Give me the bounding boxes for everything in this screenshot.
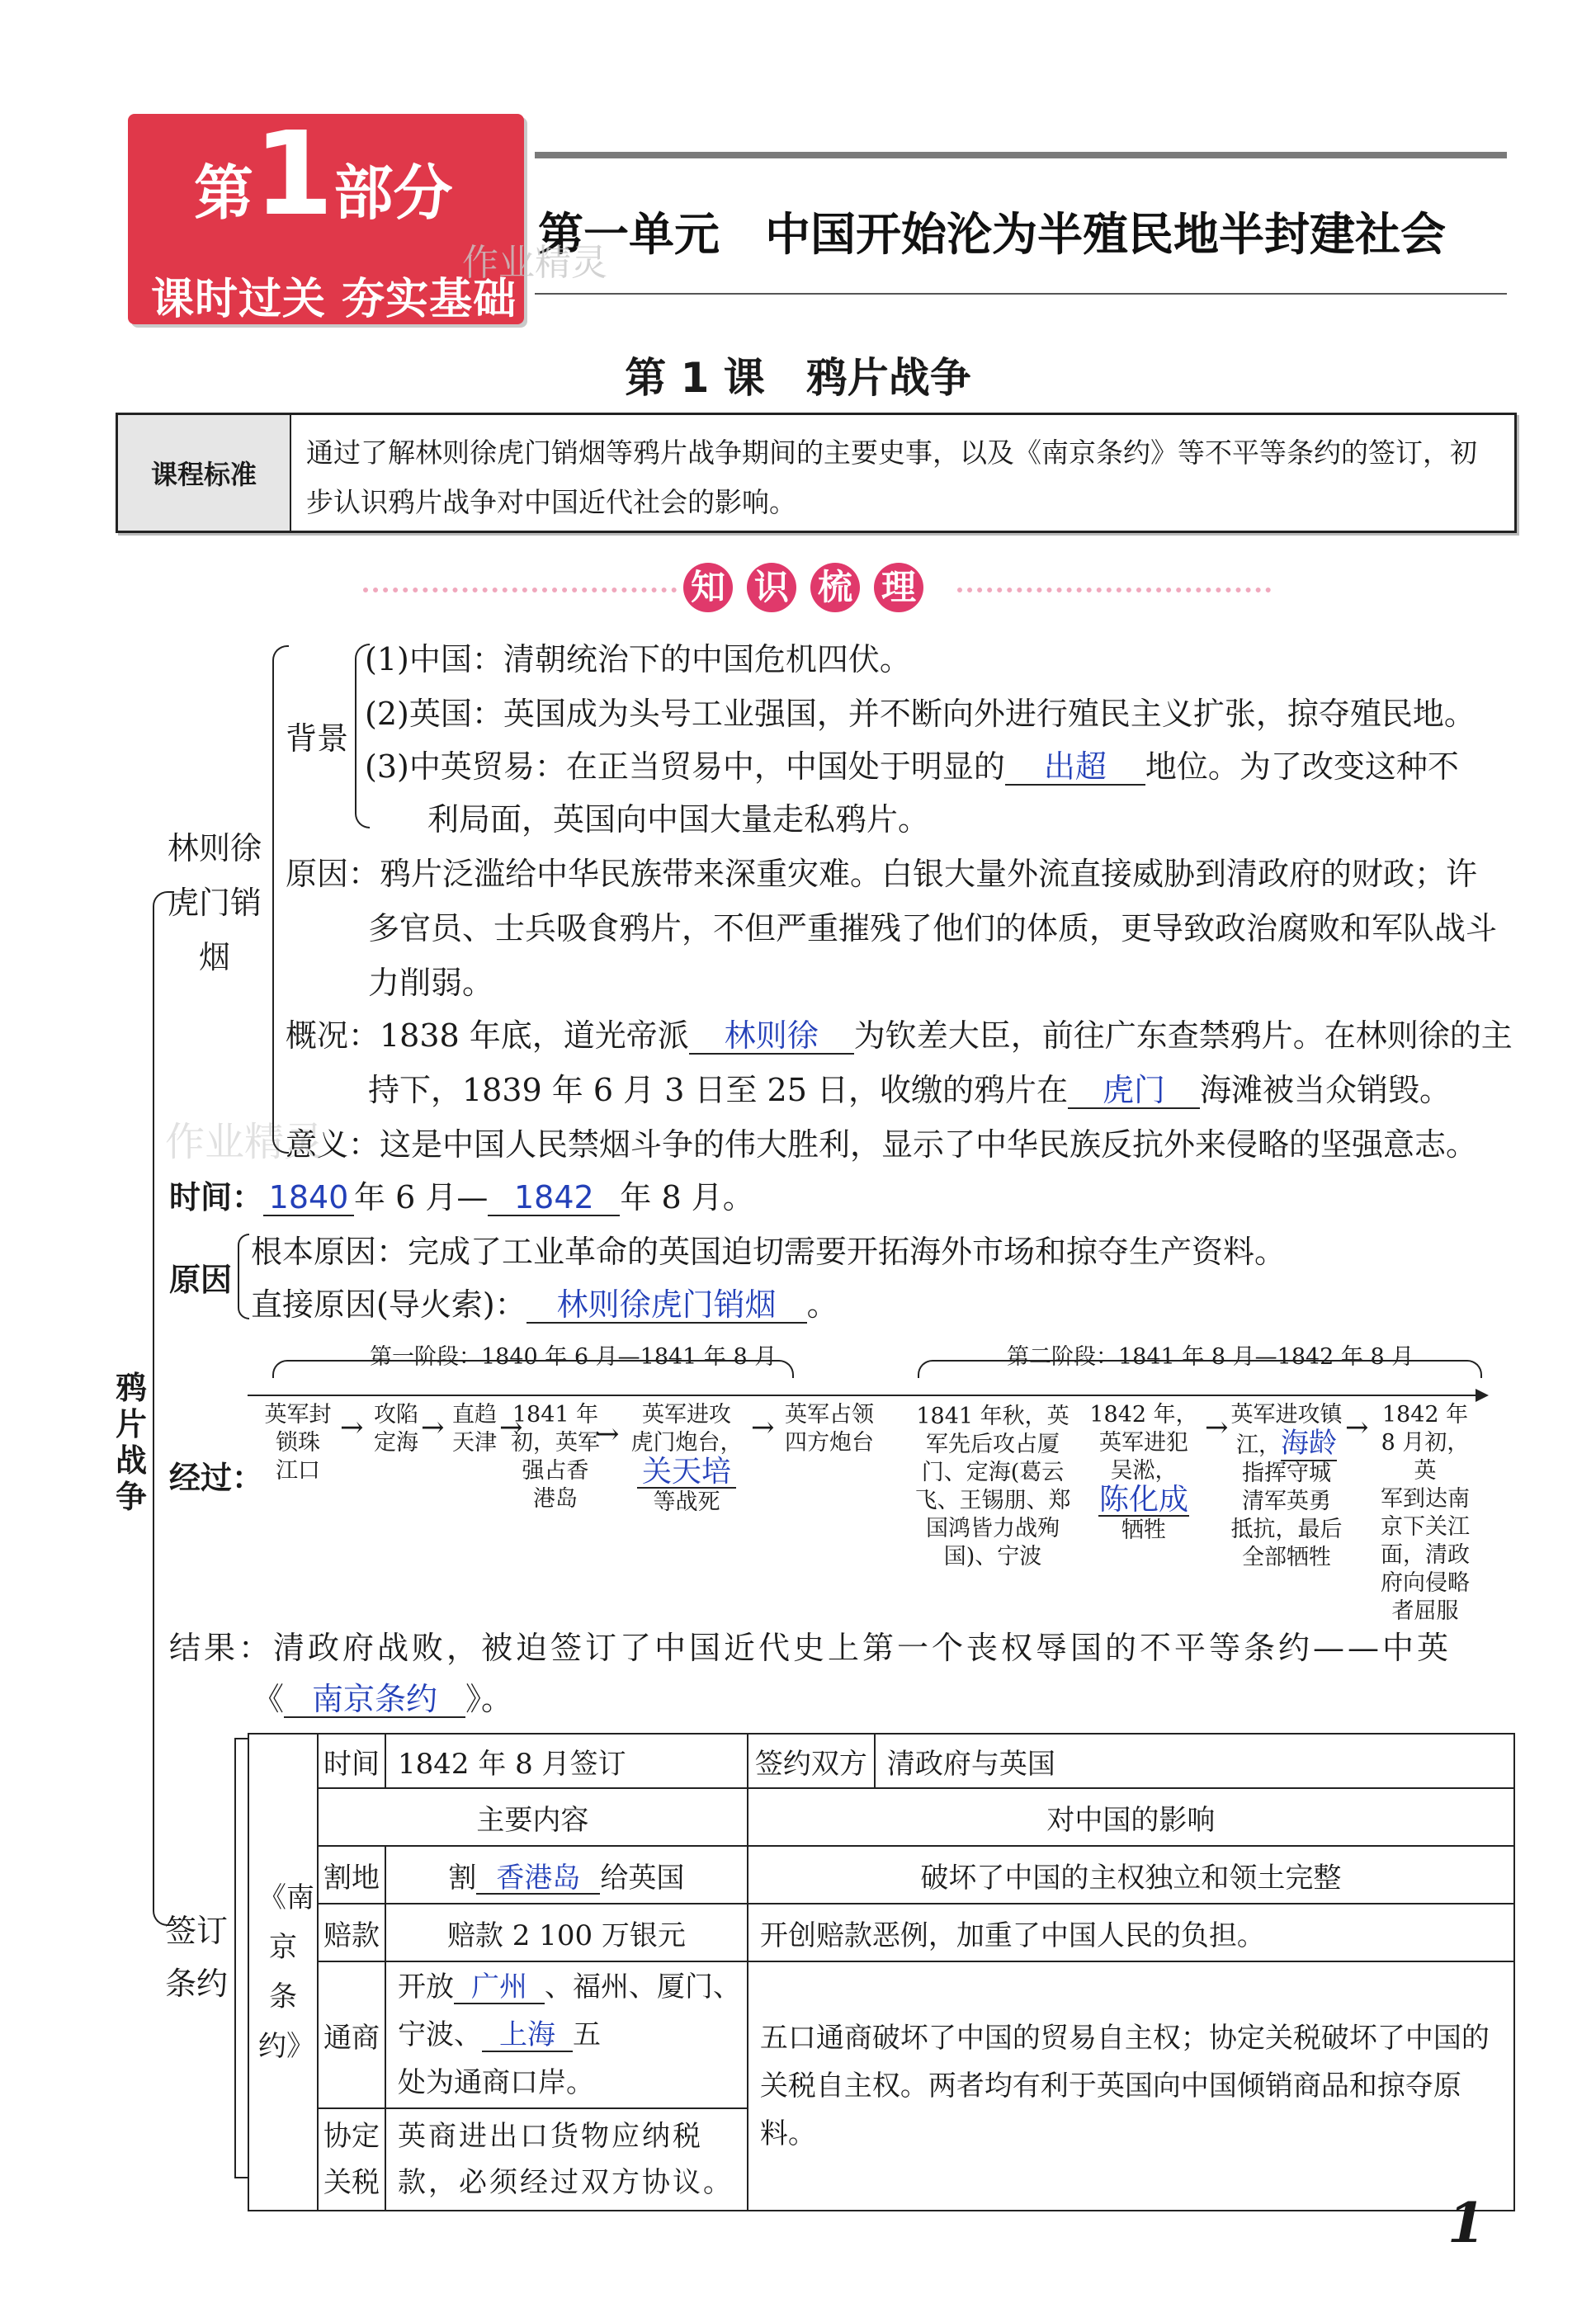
arrow-icon: → — [340, 1411, 364, 1444]
cede-label-cell: 割地 — [318, 1846, 385, 1904]
standard-text: 通过了解林则徐虎门销烟等鸦片战争期间的主要史事，以及《南京条约》等不平等条约的签订，初步认识鸦片战争对中国近代社会的影响。 — [306, 437, 1477, 518]
event-5: 英军进攻 虎门炮台， 关天培 等战死 — [630, 1402, 743, 1515]
cause-root: 根本原因：完成了工业革命的英国迫切需要开拓海外市场和掠夺生产资料。 — [251, 1234, 1287, 1270]
time-label-cell: 时间 — [318, 1734, 385, 1788]
content-header: 主要内容 — [318, 1788, 748, 1846]
answer-xiaoyan: 林则徐虎门销烟 — [556, 1286, 777, 1323]
answer-chuchao: 出超 — [1043, 748, 1107, 785]
stage2-label: 第二阶段：1841 年 8 月—1842 年 8 月 — [1007, 1344, 1414, 1370]
stage2-brace — [918, 1360, 1482, 1378]
trade-tariff-effect-cell: 五口通商破坏了中国的贸易自主权；协定关税破坏了中国的关税自主权。两者均有利于英国向中国倾销商品和掠夺原料。 — [748, 1961, 1514, 2211]
standard-box — [116, 413, 1517, 533]
answer-1840: 1840 — [268, 1179, 349, 1215]
tariff-content-cell: 英商进出口货物应纳税款，必须经过双方协议。 — [385, 2108, 748, 2211]
bg-item-3-line2: 利局面，英国向中国大量走私鸦片。 — [427, 801, 930, 838]
part-badge — [128, 107, 524, 324]
lzx-situation-2: 持下，1839 年 6 月 3 日至 25 日，收缴的鸦片在 虎门 海滩被当众销毁。 — [368, 1072, 1451, 1108]
watermark: 作业精灵 — [462, 242, 607, 284]
arrow-icon: → — [1205, 1411, 1229, 1444]
section-title — [683, 563, 923, 612]
part-subtitle: 课时过关 夯实基础 — [151, 275, 517, 324]
cede-effect-cell: 破坏了中国的主权独立和领土完整 — [748, 1846, 1514, 1904]
section-char-2: 识 — [747, 563, 796, 612]
treaty-label: 签订条约 — [165, 1913, 229, 2002]
section-dots-right — [957, 588, 1271, 592]
trade-content-cell: 开放 广州 、福州、厦门、宁波、 上海 五 处为通商口岸。 — [385, 1961, 748, 2108]
trade-label-cell: 通商 — [318, 1961, 385, 2108]
answer-humen: 虎门 — [1102, 1072, 1165, 1108]
event-6: 英军占领 四方炮台 — [785, 1402, 874, 1456]
tariff-label-cell: 协定关税 — [318, 2108, 385, 2211]
lzx-meaning: 意义：这是中国人民禁烟斗争的伟大胜利，显示了中华民族反抗外来侵略的坚强意志。 — [286, 1126, 1478, 1163]
bg-item-1: (1)中国：清朝统治下的中国危机四伏。 — [365, 641, 911, 677]
lesson-title: 第 1 课 鸦片战争 — [625, 354, 971, 402]
page-number: 1 — [1447, 2191, 1485, 2255]
event-1: 英军封 锁珠 江口 — [264, 1402, 332, 1484]
bg-label: 背景 — [286, 720, 349, 757]
arrow-icon: → — [499, 1411, 523, 1444]
event-7: 1841 年秋，英 军先后攻占厦 门、定海(葛云 飞、王锡朋、郑 国鸿皆力战殉 国)、宁波 — [914, 1404, 1071, 1569]
parties-label-cell: 签约双方 — [748, 1734, 875, 1788]
arrow-icon: → — [596, 1418, 620, 1451]
part-number-label: 第1部分 — [194, 107, 453, 242]
cede-content-cell: 割 香港岛 给英国 — [385, 1846, 748, 1904]
section-char-3: 梳 — [810, 563, 860, 612]
cause-brace — [238, 1234, 249, 1319]
bg-item-3: (3)中英贸易：在正当贸易中，中国处于明显的 出超 地位。为了改变这种不 — [365, 748, 1459, 785]
effect-header: 对中国的影响 — [748, 1788, 1514, 1846]
lzx-reason-3: 力削弱。 — [368, 965, 494, 1001]
result-line-2: 《 南京条约 》。 — [253, 1681, 513, 1717]
unit-title: 第一单元 中国开始沦为半殖民地半封建社会 — [538, 208, 1447, 261]
unit-bottom-rule — [535, 293, 1507, 295]
treaty-name: 《南京条约》 — [248, 1734, 318, 2211]
event-9: 英军进攻镇 江，海龄 指挥守城 清军英勇 抵抗，最后 全部牺牲 — [1230, 1402, 1343, 1570]
cause-label: 原因 — [169, 1262, 233, 1298]
parties-value-cell: 清政府与英国 — [875, 1734, 1514, 1788]
section-dots-left — [363, 588, 677, 592]
lzx-reason-1: 原因：鸦片泛滥给中华民族带来深重灾难。白银大量外流直接威胁到清政府的财政；许 — [286, 856, 1478, 892]
answer-linzexu: 林则徐 — [724, 1017, 819, 1054]
indemnity-label-cell: 赔款 — [318, 1904, 385, 1961]
event-3: 直趋 天津 — [452, 1402, 497, 1456]
arrow-icon: → — [751, 1411, 775, 1444]
treaty-bracket — [234, 1738, 248, 2178]
cause-direct: 直接原因(导火索)： 林则徐虎门销烟 。 — [251, 1286, 838, 1323]
answer-nanjing-treaty: 南京条约 — [312, 1681, 438, 1717]
answer-guangzhou: 广州 — [471, 1971, 527, 2004]
indemnity-effect-cell: 开创赔款恶例，加重了中国人民的负担。 — [748, 1904, 1514, 1961]
watermark-2: 作业精灵 — [165, 1119, 324, 1165]
arrow-icon: → — [1345, 1411, 1369, 1444]
process-label: 经过： — [169, 1460, 264, 1496]
answer-chenhuacheng: 陈化成 — [1098, 1483, 1188, 1517]
answer-hongkong: 香港岛 — [496, 1861, 581, 1895]
stage1-label: 第一阶段：1840 年 6 月—1841 年 8 月 — [370, 1344, 777, 1370]
stage1-brace — [272, 1360, 794, 1378]
event-2: 攻陷 定海 — [374, 1402, 418, 1456]
section-char-4: 理 — [874, 563, 923, 612]
event-10: 1842 年 8 月初，英 军到达南 京下关江 面，清政 府向侵略 者屈服 — [1381, 1402, 1470, 1624]
treaty-table-wrap — [248, 1733, 1515, 2199]
lzx-situation-1: 概况：1838 年底，道光帝派 林则徐 为钦差大臣，前往广东查禁鸦片。在林则徐的主 — [286, 1017, 1513, 1054]
answer-guantianpei: 关天培 — [637, 1457, 736, 1489]
section-char-1: 知 — [683, 563, 733, 612]
lzx-reason-2: 多官员、士兵吸食鸦片，不但严重摧残了他们的体质，更导致政治腐败和军队战斗 — [368, 910, 1498, 946]
timeline-axis — [248, 1395, 1477, 1396]
treaty-table — [248, 1733, 1515, 2211]
lzx-label: 林则徐虎门销烟 — [167, 830, 262, 975]
unit-top-rule — [535, 152, 1507, 158]
time-row: 时间： 1840 年 6 月— 1842 年 8 月。 — [169, 1179, 754, 1215]
answer-shanghai: 上海 — [499, 2018, 555, 2051]
standard-label: 课程标准 — [118, 415, 291, 531]
event-8: 1842 年， 英军进犯 吴淞， 陈化成 牺牲 — [1089, 1402, 1198, 1543]
timeline-arrowhead — [1476, 1389, 1489, 1402]
result-line-1: 结果：清政府战败，被迫签订了中国近代史上第一个丧权辱国的不平等条约——中英 — [169, 1630, 1452, 1666]
event-4: 1841 年 初，英军 强占香 港岛 — [511, 1402, 600, 1512]
bg-item-2: (2)英国：英国成为头号工业强国，并不断向外进行殖民主义扩张，掠夺殖民地。 — [365, 696, 1476, 732]
time-value-cell: 1842 年 8 月签订 — [385, 1734, 748, 1788]
arrow-icon: → — [421, 1411, 445, 1444]
root-label: 鸦片战争 — [116, 1370, 148, 1515]
indemnity-content-cell: 赔款 2 100 万银元 — [385, 1904, 748, 1961]
answer-1842: 1842 — [514, 1179, 594, 1215]
answer-hailing: 海龄 — [1281, 1427, 1337, 1460]
root-brace — [153, 891, 174, 1926]
